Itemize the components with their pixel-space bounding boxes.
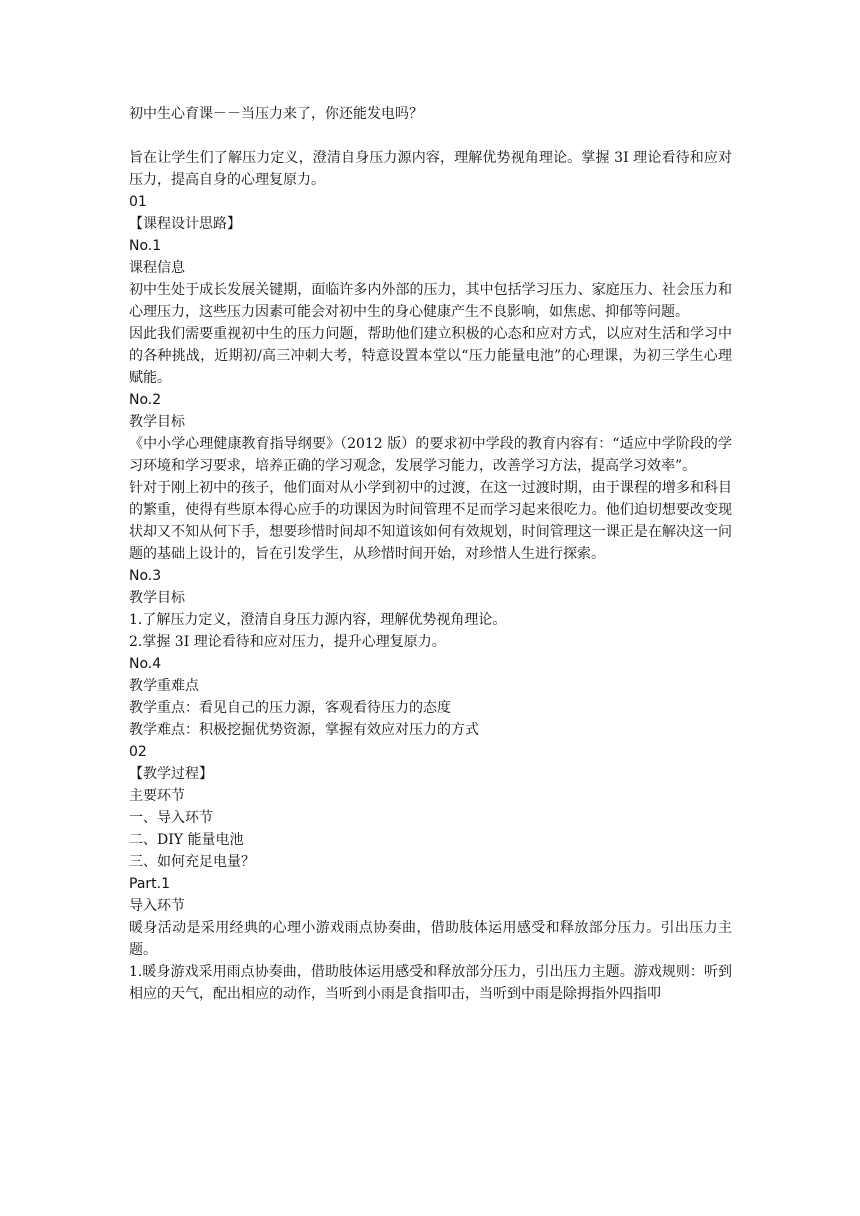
section-number: 02 xyxy=(129,744,147,760)
body-paragraph: 暖身活动是采用经典的心理小游戏雨点协奏曲，借助肢体运用感受和释放部分压力。引出压力主题。 xyxy=(129,920,732,958)
subsection-number: No.4 xyxy=(129,656,162,672)
body-paragraph: 针对于刚上初中的孩子，他们面对从小学到初中的过渡，在这一过渡时期，由于课程的增多和科目的繁重，使得有些原本得心应手的功课因为时间管理不足而学习起来很吃力。他们迫切想要改变现状却又不知从何下手，想要珍惜时间却不知道该如何有效规划，时间管理这一课正是在解决这一问题的基础上设计的，旨在引发学生，从珍惜时间开始，对珍惜人生进行探索。 xyxy=(129,480,732,562)
subsection-heading: 主要环节 xyxy=(129,788,185,804)
section-heading: 【教学过程】 xyxy=(129,766,213,782)
blank-line xyxy=(129,125,732,147)
part-number: Part.1 xyxy=(129,876,170,892)
section-heading: 【课程设计思路】 xyxy=(129,216,241,232)
body-paragraph: 初中生处于成长发展关键期，面临许多内外部的压力，其中包括学习压力、家庭压力、社会压力和心理压力，这些压力因素可能会对初中生的身心健康产生不良影响，如焦虑、抑郁等问题。 xyxy=(129,282,732,320)
subsection-heading: 导入环节 xyxy=(129,898,185,914)
subsection-heading: 教学目标 xyxy=(129,590,185,606)
body-paragraph: 因此我们需要重视初中生的压力问题，帮助他们建立积极的心态和应对方式，以应对生活和学习中的各种挑战，近期初/高三冲刺大考，特意设置本堂以“压力能量电池”的心理课，为初三学生心理赋能。 xyxy=(129,326,732,386)
document-title: 初中生心育课－－当压力来了，你还能发电吗？ xyxy=(129,106,423,122)
subsection-heading: 教学目标 xyxy=(129,414,185,430)
body-paragraph: 《中小学心理健康教育指导纲要》（2012 版）的要求初中学段的教育内容有：“适应中学阶段的学习环境和学习要求，培养正确的学习观念，发展学习能力，改善学习方法，提高学习效率”。 xyxy=(129,436,732,474)
subsection-number: No.2 xyxy=(129,392,162,408)
subsection-number: No.1 xyxy=(129,238,162,254)
list-item: 三、如何充足电量？ xyxy=(129,854,255,870)
list-item: 二、DIY 能量电池 xyxy=(129,832,244,848)
section-number: 01 xyxy=(129,194,147,210)
body-paragraph: 教学难点：积极挖掘优势资源，掌握有效应对压力的方式 xyxy=(129,722,479,738)
body-paragraph: 教学重点：看见自己的压力源，客观看待压力的态度 xyxy=(129,700,451,716)
body-paragraph: 1.暖身游戏采用雨点协奏曲，借助肢体运用感受和释放部分压力，引出压力主题。游戏规则：听到相应的天气，配出相应的动作，当听到小雨是食指叩击，当听到中雨是除拇指外四指叩 xyxy=(129,964,732,1002)
intro-paragraph: 旨在让学生们了解压力定义，澄清自身压力源内容，理解优势视角理论。掌握 3I 理论看待和应对压力，提高自身的心理复原力。 xyxy=(129,150,732,188)
subsection-heading: 课程信息 xyxy=(129,260,185,276)
list-item: 一、导入环节 xyxy=(129,810,213,826)
subsection-number: No.3 xyxy=(129,568,162,584)
list-item: 1.了解压力定义，澄清自身压力源内容，理解优势视角理论。 xyxy=(129,612,507,628)
subsection-heading: 教学重难点 xyxy=(129,678,199,694)
list-item: 2.掌握 3I 理论看待和应对压力，提升心理复原力。 xyxy=(129,634,446,650)
